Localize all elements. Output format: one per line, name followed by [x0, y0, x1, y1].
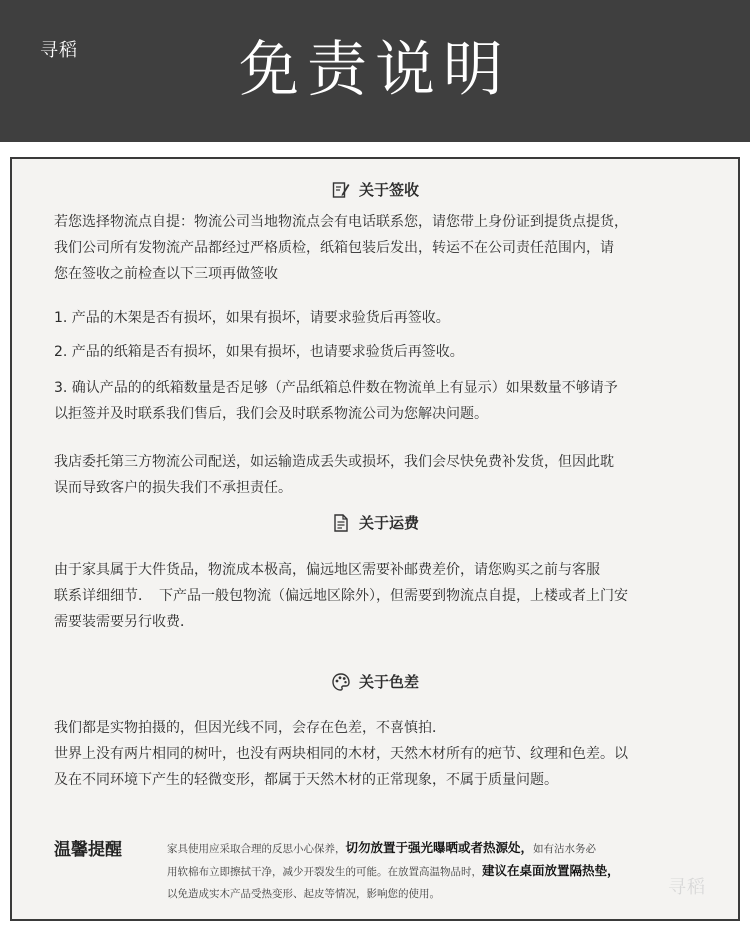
section-title-signing: [12, 179, 738, 201]
reminder-line-2: [167, 860, 727, 883]
text-line: 我店委托第三方物流公司配送，如运输造成丢失或损坏，我们会尽快免费补发货，但因此耽: [54, 454, 614, 470]
reminder-text-part: 家具使用应采取合理的反思小心保养，: [167, 843, 346, 855]
text-line: 及在不同环境下产生的轻微变形，都属于天然木材的正常现象，不属于质量问题。: [54, 772, 558, 788]
pen-note-icon: [331, 180, 351, 200]
reminder-text-part: 用软棉布立即擦拭干净，减少开裂发生的可能。在放置高温物品时，: [167, 866, 482, 878]
reminder-line-1: [167, 837, 727, 860]
page-title: 免责说明: [239, 35, 511, 105]
reminder-line-3: [167, 883, 727, 905]
reminder-label: 温馨提醒: [54, 840, 122, 860]
reminder-emphasis: 切勿放置于强光曝晒或者热源处，: [345, 840, 534, 855]
reminder-emphasis: 建议在桌面放置隔热垫，: [482, 863, 620, 878]
text-line: 由于家具属于大件货品，物流成本极高，偏远地区需要补邮费差价，请您购买之前与客服: [54, 562, 600, 578]
signing-note: [54, 449, 714, 501]
section-title-text: 关于运费: [358, 514, 419, 532]
text-line: 3. 确认产品的的纸箱数量是否足够（产品纸箱总件数在物流单上有显示）如果数量不够请予: [54, 380, 618, 396]
document-icon: [331, 513, 351, 533]
text-line: 需要装需要另行收费．: [54, 614, 194, 630]
reminder-text-part: 以免造成实木产品受热变形、起皮等情况，影响您的使用。: [167, 888, 440, 900]
header-banner: [0, 0, 750, 142]
text-line: 我们都是实物拍摄的，但因光线不同，会存在色差，不喜慎拍．: [54, 720, 446, 736]
palette-icon: [331, 672, 351, 692]
watermark-logo: 寻稻: [668, 877, 706, 898]
signing-item-2: [54, 339, 714, 365]
text-line: 世界上没有两片相同的树叶，也没有两块相同的木材，天然木材所有的疤节、纹理和色差。以: [54, 746, 628, 762]
reminder-text-part: 如有沾水务必: [533, 843, 597, 855]
text-line: 若您选择物流点自提：物流公司当地物流点会有电话联系您，请您带上身份证到提货点提货，: [54, 214, 628, 230]
text-line: 误而导致客户的损失我们不承担责任。: [54, 480, 292, 496]
text-line: 1. 产品的木架是否有损坏，如果有损坏，请要求验货后再签收。: [54, 310, 450, 326]
section-title-text: 关于签收: [358, 181, 419, 199]
signing-item-1: [54, 305, 714, 331]
color-text: [54, 715, 714, 793]
section-title-text: 关于色差: [358, 673, 419, 691]
disclaimer-panel: [10, 157, 740, 921]
shipping-text: [54, 557, 714, 635]
text-line: 联系详细细节． 下产品一般包物流（偏远地区除外），但需要到物流点自提，上楼或者上门安: [54, 588, 628, 604]
section-title-color: [12, 671, 738, 693]
text-line: 2. 产品的纸箱是否有损坏，如果有损坏，也请要求验货后再签收。: [54, 344, 464, 360]
text-line: 您在签收之前检查以下三项再做签收: [54, 266, 278, 282]
text-line: 我们公司所有发物流产品都经过严格质检，纸箱包装后发出，转运不在公司责任范围内，请: [54, 240, 614, 256]
section-title-shipping: [12, 512, 738, 534]
reminder-text: [167, 837, 727, 905]
text-line: 以拒签并及时联系我们售后，我们会及时联系物流公司为您解决问题。: [54, 406, 488, 422]
signing-intro: [54, 209, 714, 287]
brand-logo-text: 寻稻: [40, 40, 78, 61]
signing-item-3: [54, 375, 714, 427]
